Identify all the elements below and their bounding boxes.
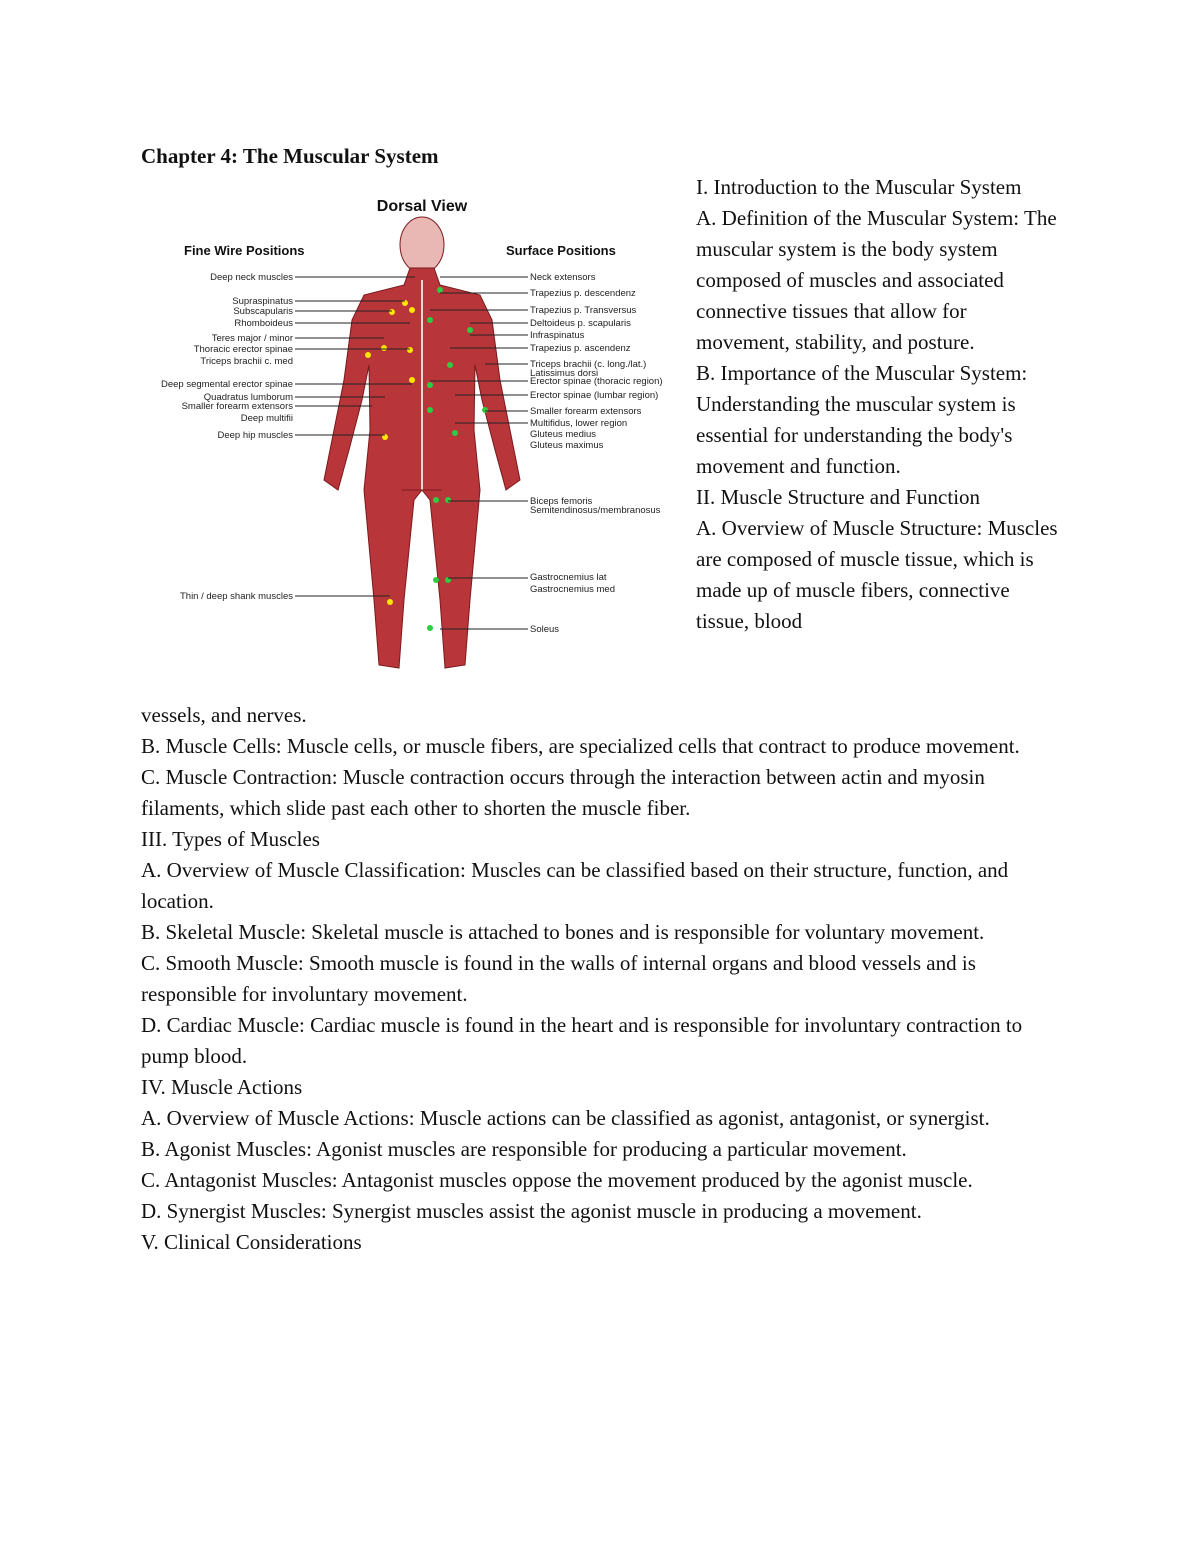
right-label: Neck extensors <box>530 272 596 283</box>
fine-wire-header: Fine Wire Positions <box>184 243 305 258</box>
paragraph: A. Definition of the Muscular System: The muscular system is the body system composed of muscles and associated connective tissues that allow for movement, stability, and posture. <box>696 206 1057 354</box>
section-heading: V. Clinical Considerations <box>141 1230 362 1254</box>
left-label: Subscapularis <box>233 306 293 317</box>
right-label: Gluteus medius <box>530 429 597 440</box>
right-label: Erector spinae (lumbar region) <box>530 390 659 401</box>
main-text <box>141 700 1066 1258</box>
paragraph: A. Overview of Muscle Classification: Muscles can be classified based on their structure, function, and location. <box>141 858 1009 913</box>
right-label: Gastrocnemius med <box>530 584 616 595</box>
paragraph: vessels, and nerves. <box>141 703 307 727</box>
left-label: Triceps brachii c. med <box>200 356 293 367</box>
paragraph: B. Importance of the Muscular System: Understanding the muscular system is essential for understanding the body's movement and function. <box>696 361 1028 478</box>
paragraph: C. Antagonist Muscles: Antagonist muscles oppose the movement produced by the agonist muscle. <box>141 1168 973 1192</box>
left-label: Teres major / minor <box>211 333 293 344</box>
left-label: Deep hip muscles <box>217 430 293 441</box>
right-label: Biceps femoris <box>530 496 593 507</box>
left-label: Deep segmental erector spinae <box>160 379 293 390</box>
right-column-text <box>696 172 1064 637</box>
paragraph: C. Smooth Muscle: Smooth muscle is found in the walls of internal organs and blood vessels and is responsible for involuntary movement. <box>141 951 976 1006</box>
paragraph: A. Overview of Muscle Structure: Muscles are composed of muscle tissue, which is made up of muscle fibers, connective tissue, blood <box>696 516 1058 633</box>
right-label: Latissimus dorsi <box>530 368 599 379</box>
left-label: Rhomboideus <box>234 318 293 329</box>
right-label: Deltoideus p. scapularis <box>530 318 631 329</box>
left-label: Thoracic erector spinae <box>193 344 293 355</box>
paragraph: D. Cardiac Muscle: Cardiac muscle is found in the heart and is responsible for involuntary contraction to pump blood. <box>141 1013 1023 1068</box>
right-label: Trapezius p. Transversus <box>530 305 637 316</box>
right-label: Trapezius p. descendenz <box>530 288 636 299</box>
section-heading: IV. Muscle Actions <box>141 1075 303 1099</box>
right-label: Smaller forearm extensors <box>530 406 642 417</box>
paragraph: D. Synergist Muscles: Synergist muscles assist the agonist muscle in producing a movement. <box>141 1199 922 1223</box>
section-heading: I. Introduction to the Muscular System <box>696 175 1022 199</box>
left-label: Deep neck muscles <box>210 272 293 283</box>
right-label: Gastrocnemius lat <box>530 572 607 583</box>
right-label: Semitendinosus/membranosus <box>530 505 661 516</box>
right-label: Multifidus, lower region <box>530 418 628 429</box>
right-label: Gluteus maximus <box>530 440 604 451</box>
chapter-title: Chapter 4: The Muscular System <box>141 144 439 168</box>
surface-header: Surface Positions <box>506 243 616 258</box>
left-label: Smaller forearm extensors <box>181 401 293 412</box>
paragraph: C. Muscle Contraction: Muscle contraction occurs through the interaction between actin and myosin filaments, which slide past each other to shorten the muscle fiber. <box>141 765 985 820</box>
right-label: Infraspinatus <box>530 330 585 341</box>
right-label: Soleus <box>530 624 560 635</box>
left-label: Thin / deep shank muscles <box>179 591 293 602</box>
paragraph: B. Skeletal Muscle: Skeletal muscle is attached to bones and is responsible for voluntary movement. <box>141 920 985 944</box>
left-label: Quadratus lumborum <box>203 392 293 403</box>
paragraph: B. Agonist Muscles: Agonist muscles are responsible for producing a particular movement. <box>141 1137 907 1161</box>
left-label: Supraspinatus <box>232 296 293 307</box>
right-label: Triceps brachii (c. long./lat.) <box>530 359 647 370</box>
body-silhouette <box>324 217 520 668</box>
right-label: Erector spinae (thoracic region) <box>530 376 663 387</box>
section-heading: III. Types of Muscles <box>141 827 320 851</box>
paragraph: A. Overview of Muscle Actions: Muscle actions can be classified as agonist, antagonist, or synergist. <box>141 1106 990 1130</box>
left-label: Deep multifii <box>240 413 293 424</box>
right-label: Trapezius p. ascendenz <box>530 343 631 354</box>
dorsal-view-figure <box>140 190 690 685</box>
section-heading: II. Muscle Structure and Function <box>696 485 981 509</box>
figure-title: Dorsal View <box>376 198 468 215</box>
paragraph: B. Muscle Cells: Muscle cells, or muscle fibers, are specialized cells that contract to produce movement. <box>141 734 1020 758</box>
